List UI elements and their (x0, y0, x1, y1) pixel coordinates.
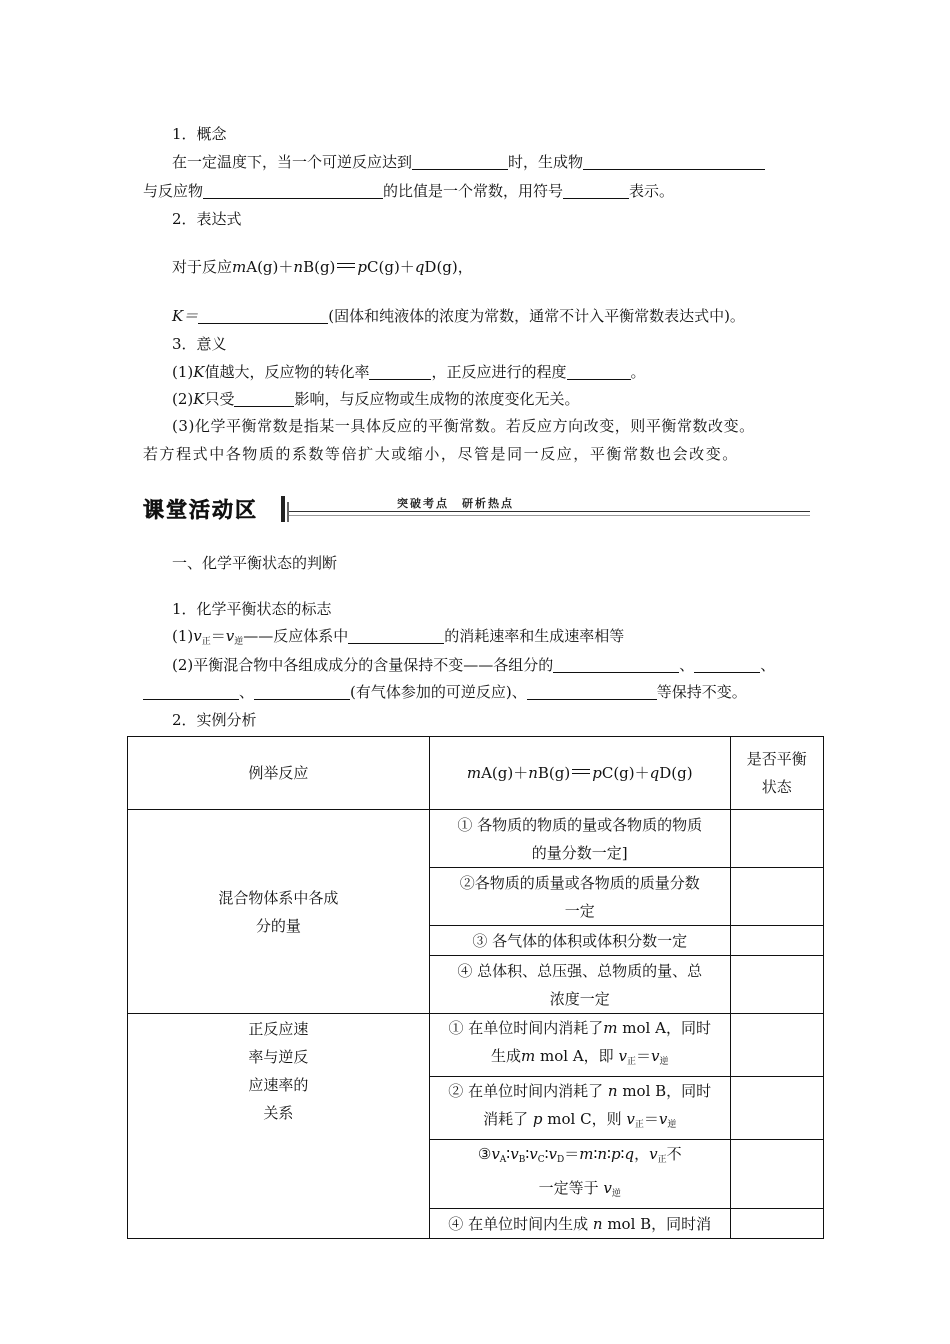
answer-blank[interactable] (348, 627, 444, 644)
section1-heading: 一、化学平衡状态的判断 (172, 554, 338, 572)
text: 生成 (490, 1047, 521, 1065)
text: (1) (172, 627, 194, 645)
answer-cell[interactable] (730, 868, 823, 926)
text: 只受 (204, 390, 235, 408)
group-cell (128, 1014, 430, 1239)
text: (有气体参加的可逆反应)、 (350, 683, 527, 701)
text: ① 各物质的物质的量或各物质的物质 (457, 815, 703, 834)
concept-line-2 (143, 181, 674, 201)
header-cell: mA(g)＋nB(g) pC(g)＋qD(g) (429, 737, 730, 810)
text: ，正反应进行的程度 (431, 363, 567, 381)
text: mol B，同时消 (607, 1214, 712, 1233)
text: 、 (239, 683, 255, 701)
answer-blank[interactable] (143, 683, 239, 700)
text: 影响，与反应物或生成物的浓度变化无关。 (294, 390, 580, 408)
table-cell: $③v_A∶v_B∶v_C∶v_D=m∶n∶p∶q$，$v_正$不 一定等于 $v_逆$ (429, 1140, 730, 1209)
text: 、 (760, 656, 776, 674)
table-header-row (128, 737, 824, 810)
answer-blank[interactable] (203, 182, 383, 199)
answer-blank[interactable] (567, 363, 631, 380)
answer-cell[interactable] (730, 1014, 823, 1077)
text: 在一定温度下，当一个可逆反应达到 (172, 153, 413, 171)
text: ②各物质的质量或各物质的质量分数 (459, 873, 700, 892)
answer-blank[interactable] (369, 363, 431, 380)
answer-blank[interactable] (553, 656, 679, 673)
text: mol C，则 (547, 1110, 622, 1128)
text: 浓度一定 (549, 989, 610, 1008)
text: ④ 在单位时间内生成 (448, 1214, 589, 1233)
banner-subtitle: 突破考点 研析热点 (397, 497, 514, 510)
text: ——反应体系中 (243, 627, 349, 645)
text: ④ 总体积、总压强、总物质的量、总 (457, 961, 703, 980)
text: ② 在单位时间内消耗了 (448, 1082, 604, 1100)
section1-line-3 (143, 682, 747, 702)
table-row (128, 810, 824, 868)
text: (2) (172, 390, 194, 408)
text: 消耗了 (483, 1110, 529, 1128)
text: (2)平衡混合物中各组成成分的含量保持不变——各组分的 (172, 656, 554, 674)
section-banner (143, 492, 810, 526)
meaning-point-3-line-2: 若方程式中各物质的系数等倍扩大或缩小，尽管是同一反应，平衡常数也会改变。 (143, 445, 739, 463)
answer-cell[interactable] (730, 926, 823, 956)
text: 时，生成物 (508, 153, 584, 171)
concept-heading: 1．概念 (172, 125, 227, 143)
table-cell (429, 868, 730, 926)
text: 。 (630, 363, 646, 381)
section1-sub2: 2．实例分析 (172, 711, 257, 729)
text: 的量分数一定] (531, 843, 628, 862)
expression-heading: 2．表达式 (172, 210, 242, 228)
table-cell: ③ 各气体的体积或体积分数一定 (429, 926, 730, 956)
text: 不 (666, 1145, 682, 1163)
k-expression (172, 306, 745, 326)
answer-blank[interactable] (198, 307, 328, 324)
answer-cell[interactable] (730, 1209, 823, 1239)
banner-rule (289, 515, 810, 516)
answer-cell[interactable] (730, 1077, 823, 1140)
text: K＝ (172, 307, 199, 325)
header-cell (730, 737, 823, 810)
text: 率与逆反 (248, 1048, 309, 1066)
text: mol A，即 (540, 1047, 614, 1065)
reversible-arrow-icon (570, 767, 592, 777)
text: 是否平衡 (746, 750, 807, 768)
banner-title: 课堂活动区 (143, 498, 258, 522)
text: 与反应物 (143, 182, 204, 200)
answer-blank[interactable] (234, 390, 294, 407)
banner-divider (281, 496, 285, 522)
text: mol A，同时 (622, 1019, 711, 1037)
meaning-heading: 3．意义 (172, 335, 227, 353)
answer-cell[interactable] (730, 956, 823, 1014)
text: 值越大，反应物的转化率 (204, 363, 370, 381)
table-cell: ① 在单位时间内消耗了m mol A，同时 生成m mol A，即 $v_正=v_逆$ (429, 1014, 730, 1077)
meaning-point-2: (2)K只受 影响，与反应物或生成物的浓度变化无关。 (172, 390, 580, 408)
answer-cell[interactable] (730, 1140, 823, 1209)
text: 正反应速 (248, 1020, 309, 1038)
section1-line-2 (172, 655, 775, 675)
text: 的消耗速率和生成速率相等 (444, 627, 625, 645)
answer-blank[interactable] (563, 182, 629, 199)
text: 混合物体系中各成 (218, 888, 339, 907)
answer-blank[interactable] (583, 153, 765, 170)
answer-blank[interactable] (527, 683, 657, 700)
text: (固体和纯液体的浓度为常数，通常不计入平衡常数表达式中)。 (328, 307, 745, 325)
text: ① 在单位时间内消耗了 (448, 1019, 604, 1037)
text: 的比值是一个常数，用符号 (383, 182, 564, 200)
answer-blank[interactable] (694, 656, 760, 673)
table-row (128, 1014, 824, 1077)
answer-blank[interactable] (412, 153, 508, 170)
group-cell (128, 810, 430, 1014)
table-cell (429, 810, 730, 868)
table-cell (429, 956, 730, 1014)
text: 、 (679, 656, 695, 674)
meaning-point-3-line-1: (3)化学平衡常数是指某一具体反应的平衡常数。若反应方向改变，则平衡常数改变。 (172, 417, 755, 435)
table-cell: ② 在单位时间内消耗了 n mol B，同时 消耗了 p mol C，则 $v_正=v_逆$ (429, 1077, 730, 1140)
text: (1) (172, 363, 194, 381)
concept-line-1 (172, 152, 765, 172)
reaction-equation: 对于反应mA(g)＋nB(g) pC(g)＋qD(g)， (172, 258, 473, 276)
text: 一定 (564, 901, 595, 920)
answer-cell[interactable] (730, 810, 823, 868)
reversible-arrow-icon (335, 261, 357, 271)
text: 分的量 (255, 916, 301, 935)
banner-divider (287, 502, 289, 522)
header-cell: 例举反应 (128, 737, 430, 810)
section1-line-1: $(1)v_正=v_逆——$反应体系中 的消耗速率和生成速率相等 (172, 627, 625, 647)
text: 等保持不变。 (656, 683, 747, 701)
banner-rule (289, 511, 810, 512)
section1-sub1: 1．化学平衡状态的标志 (172, 600, 332, 618)
text: 应速率的 (248, 1076, 309, 1094)
meaning-point-1: (1)K值越大，反应物的转化率 ，正反应进行的程度 。 (172, 363, 646, 381)
text: mol B，同时 (622, 1082, 712, 1100)
example-analysis-table (127, 736, 824, 1239)
text: 表示。 (629, 182, 675, 200)
answer-blank[interactable] (254, 683, 350, 700)
text: 一定等于 (538, 1179, 599, 1197)
text: 关系 (263, 1104, 294, 1122)
text: 对于反应 (172, 258, 233, 276)
table-cell: ④ 在单位时间内生成 n mol B，同时消 (429, 1209, 730, 1239)
text: 状态 (761, 778, 792, 796)
